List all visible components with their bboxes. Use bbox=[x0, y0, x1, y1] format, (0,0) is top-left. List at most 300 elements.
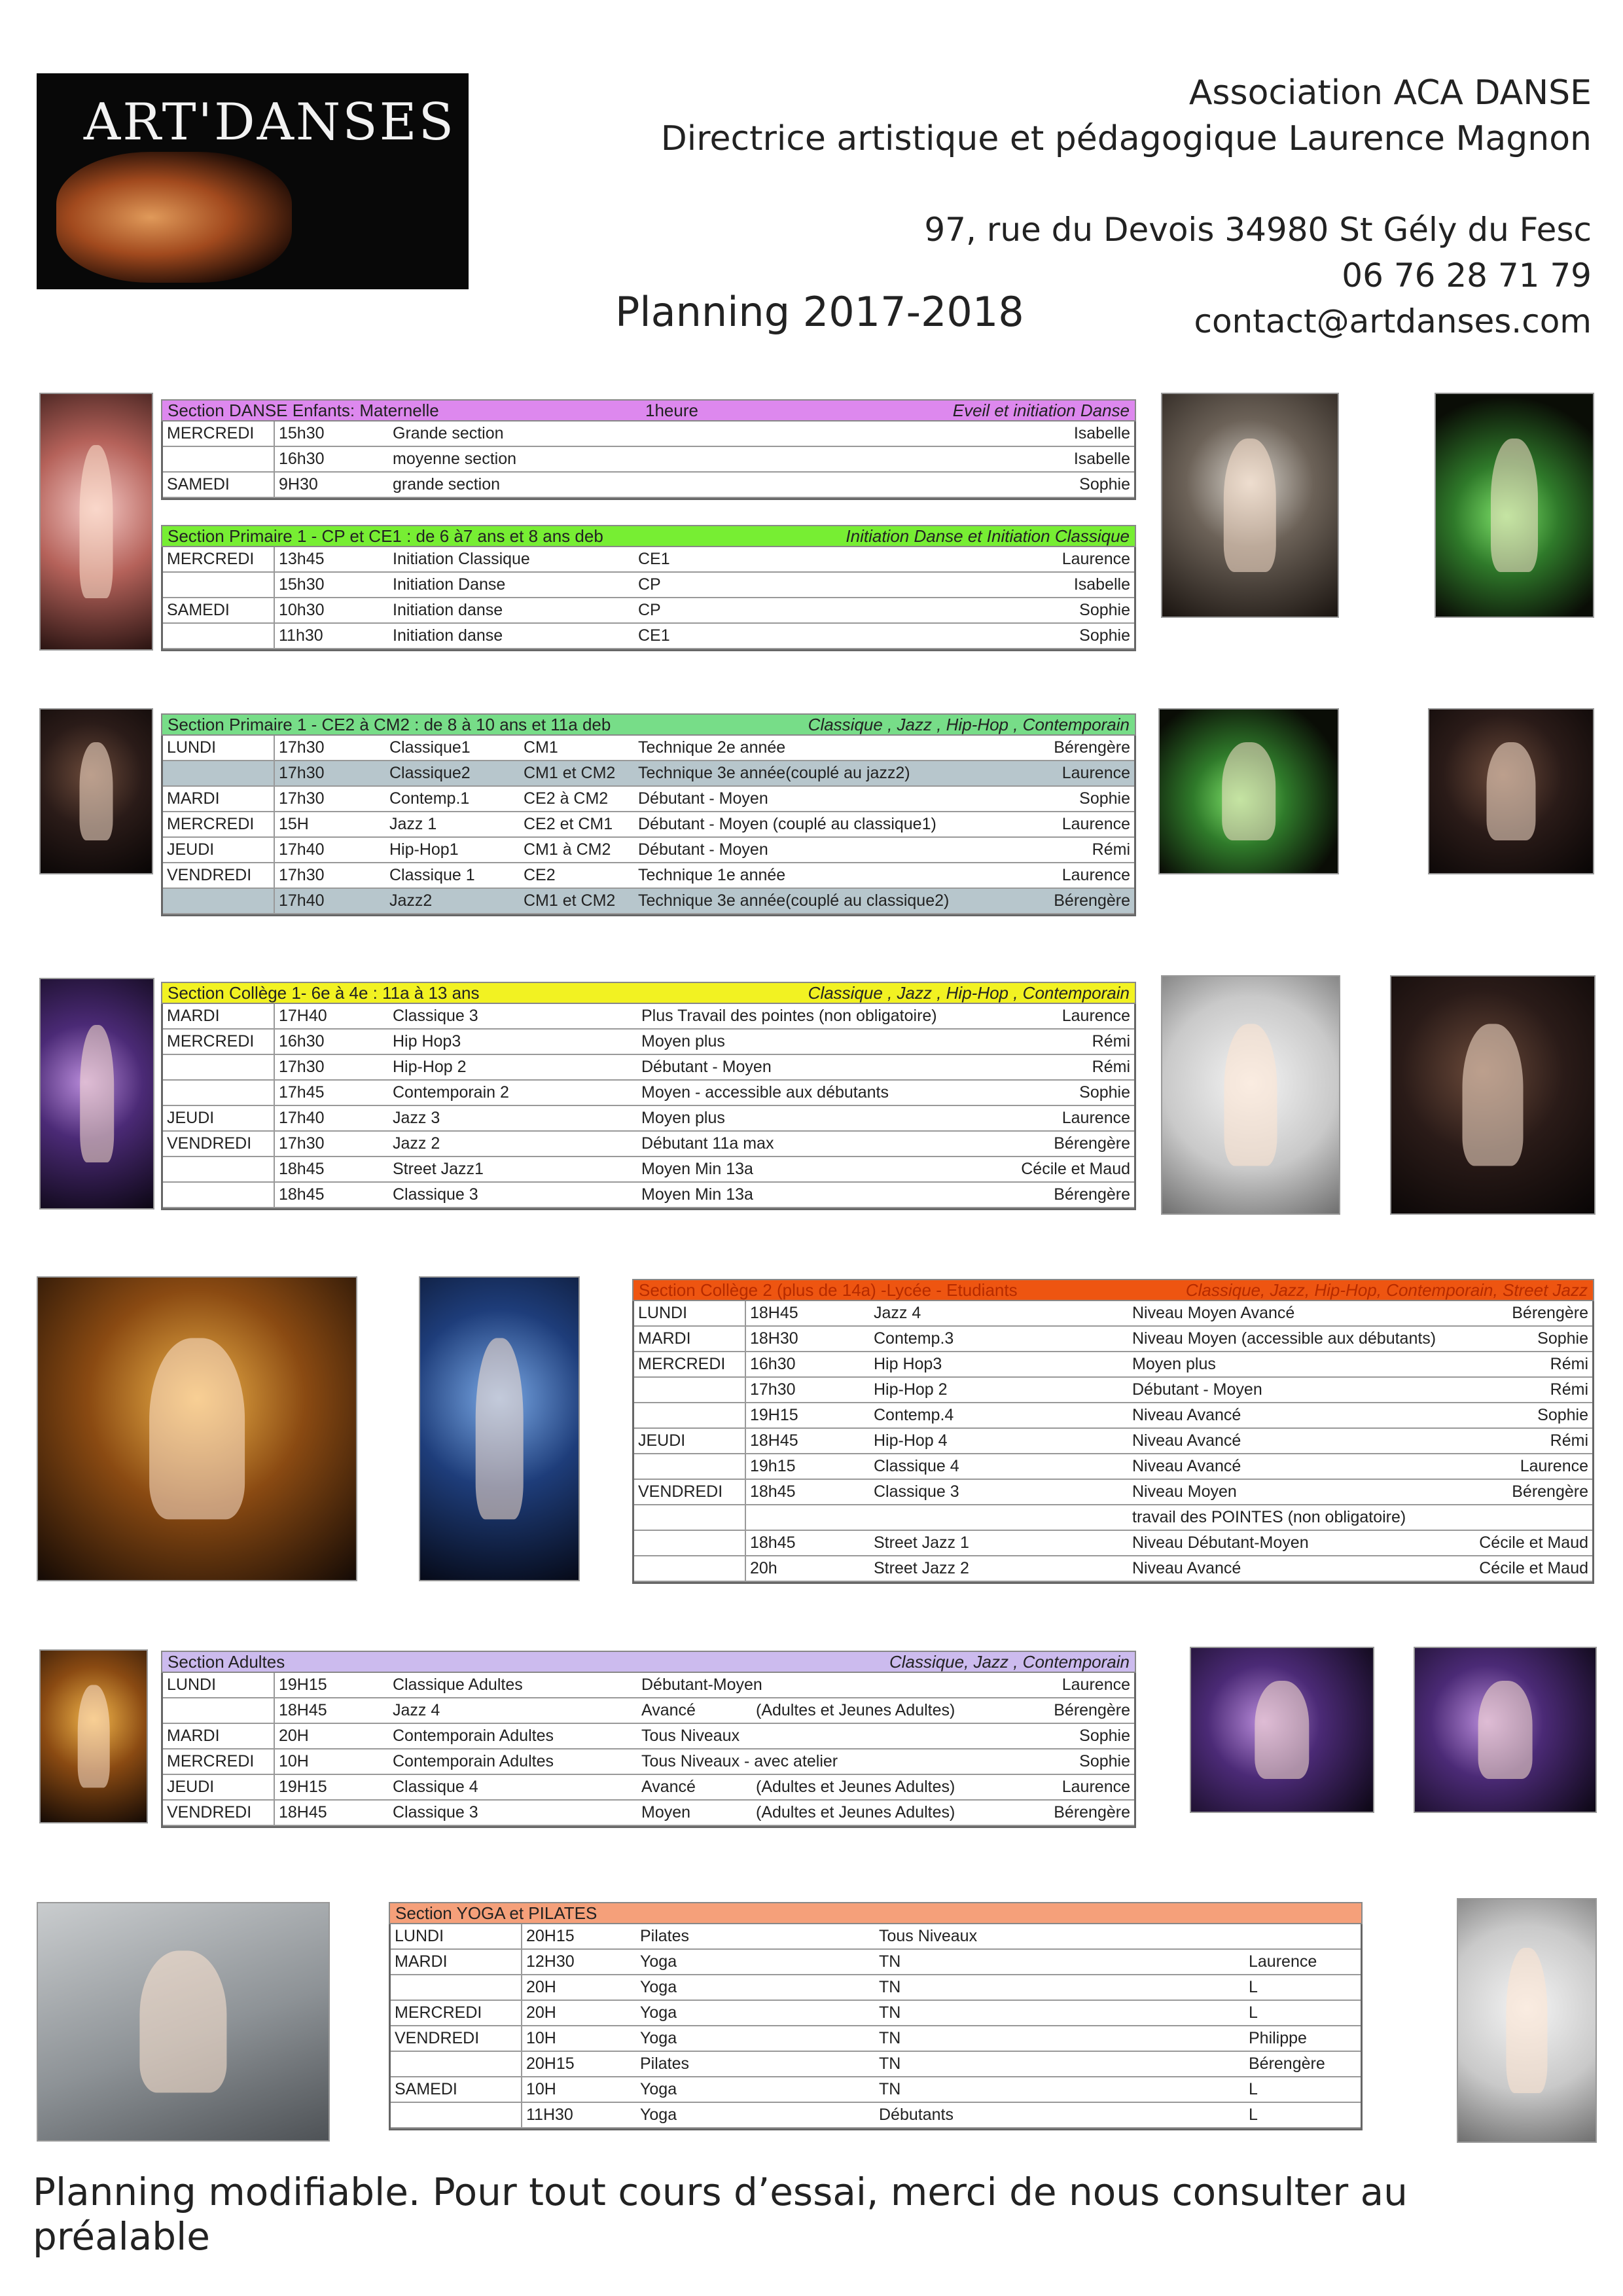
table-cell: 17h40 bbox=[274, 1105, 389, 1131]
day-cell bbox=[163, 446, 274, 472]
table-row bbox=[163, 1004, 1134, 1029]
day-cell: MERCREDI bbox=[634, 1352, 745, 1377]
table-cell: travail des POINTES (non obligatoire) bbox=[1128, 1505, 1455, 1530]
table-cell: Niveau Avancé bbox=[1128, 1428, 1455, 1454]
section-title: Section Primaire 1 - CE2 à CM2 : de 8 à 10 ans et 11a deb bbox=[168, 714, 611, 734]
table-row bbox=[163, 736, 1134, 761]
table-cell: Tous Niveaux bbox=[637, 1723, 752, 1749]
table-row bbox=[634, 1454, 1592, 1479]
day-cell bbox=[163, 1054, 274, 1080]
table-cell: Niveau Moyen bbox=[1128, 1479, 1455, 1505]
day-cell: VENDREDI bbox=[163, 863, 274, 888]
table-cell: Initiation danse bbox=[389, 623, 634, 649]
day-cell: VENDREDI bbox=[163, 1131, 274, 1157]
table-cell: CE2 bbox=[520, 863, 634, 888]
photo-green-tutus bbox=[1158, 708, 1339, 874]
table-cell: Sophie bbox=[1020, 1749, 1134, 1774]
table-cell: Débutant - Moyen bbox=[634, 786, 1001, 812]
table-cell: Rémi bbox=[1004, 1029, 1134, 1054]
table-cell: 12H30 bbox=[522, 1949, 636, 1975]
table-cell: Street Jazz1 bbox=[389, 1157, 637, 1182]
table-cell: 15h30 bbox=[274, 572, 389, 598]
table-row bbox=[634, 1479, 1592, 1505]
table-row bbox=[634, 1326, 1592, 1352]
planning-title: Planning 2017-2018 bbox=[615, 288, 1024, 336]
day-cell: MARDI bbox=[163, 1004, 274, 1029]
table-cell: 18H45 bbox=[274, 1698, 389, 1723]
table-cell: 20H bbox=[522, 1975, 636, 2000]
table-cell: TN bbox=[875, 2051, 1245, 2077]
table-cell: Jazz 3 bbox=[389, 1105, 637, 1131]
table-row bbox=[634, 1530, 1592, 1556]
schedule-table bbox=[163, 736, 1134, 914]
table-cell: Grande section bbox=[389, 422, 634, 446]
table-cell: Avancé bbox=[637, 1698, 752, 1723]
table-cell: 16h30 bbox=[745, 1352, 870, 1377]
day-cell bbox=[391, 2051, 522, 2077]
table-cell: 10H bbox=[522, 2077, 636, 2102]
table-cell: Classique Adultes bbox=[389, 1673, 637, 1698]
table-cell: Bérengère bbox=[1001, 736, 1134, 761]
schedule-table bbox=[163, 1673, 1134, 1826]
day-cell bbox=[163, 623, 274, 649]
day-cell: SAMEDI bbox=[391, 2077, 522, 2102]
day-cell: LUNDI bbox=[163, 1673, 274, 1698]
table-cell: 15H bbox=[274, 812, 385, 837]
table-row bbox=[163, 888, 1134, 914]
table-row bbox=[634, 1556, 1592, 1581]
day-cell bbox=[163, 761, 274, 786]
table-row bbox=[163, 1673, 1134, 1698]
table-row bbox=[163, 1182, 1134, 1208]
table-cell: Débutant-Moyen bbox=[637, 1673, 752, 1698]
table-row bbox=[163, 837, 1134, 863]
schedule-table bbox=[163, 547, 1134, 649]
table-cell bbox=[1245, 1924, 1361, 1949]
section-primaire-2 bbox=[161, 713, 1136, 916]
table-cell bbox=[634, 422, 870, 446]
table-cell: 18H45 bbox=[274, 1800, 389, 1825]
table-row bbox=[634, 1505, 1592, 1530]
table-cell: Débutant - Moyen bbox=[637, 1054, 1004, 1080]
table-cell: Plus Travail des pointes (non obligatoire) bbox=[637, 1004, 1004, 1029]
table-cell: Laurence bbox=[1001, 863, 1134, 888]
table-cell: Contemp.1 bbox=[385, 786, 520, 812]
table-cell: Hip-Hop 2 bbox=[870, 1377, 1128, 1403]
table-row bbox=[163, 1774, 1134, 1800]
table-cell: 17h30 bbox=[745, 1377, 870, 1403]
table-cell: Classique 3 bbox=[389, 1182, 637, 1208]
table-cell: Technique 3e année(couplé au classique2) bbox=[634, 888, 1001, 914]
table-cell: Niveau Avancé bbox=[1128, 1454, 1455, 1479]
table-cell: 17H40 bbox=[274, 1004, 389, 1029]
table-row bbox=[391, 2026, 1361, 2051]
table-cell: Moyen plus bbox=[637, 1105, 1004, 1131]
section-style: Classique, Jazz, Hip-Hop, Contemporain, Street Jazz bbox=[1185, 1280, 1588, 1300]
table-cell bbox=[752, 1723, 1020, 1749]
table-cell: Laurence bbox=[1004, 1105, 1134, 1131]
table-cell: Niveau Avancé bbox=[1128, 1403, 1455, 1428]
day-cell bbox=[163, 1698, 274, 1723]
table-cell: Classique1 bbox=[385, 736, 520, 761]
table-cell: Bérengère bbox=[1020, 1698, 1134, 1723]
table-cell: Classique 4 bbox=[870, 1454, 1128, 1479]
table-cell: 20h bbox=[745, 1556, 870, 1581]
phone: 06 76 28 71 79 bbox=[1342, 257, 1592, 295]
table-cell: Débutant - Moyen bbox=[634, 837, 1001, 863]
day-cell bbox=[163, 1182, 274, 1208]
table-row bbox=[163, 1157, 1134, 1182]
day-cell: JEUDI bbox=[163, 1105, 274, 1131]
table-cell: Contemporain Adultes bbox=[389, 1723, 637, 1749]
table-cell: Classique 4 bbox=[389, 1774, 637, 1800]
table-cell: 20H bbox=[274, 1723, 389, 1749]
section-style: Eveil et initiation Danse bbox=[952, 400, 1130, 420]
table-cell: Jazz 4 bbox=[389, 1698, 637, 1723]
table-row bbox=[163, 446, 1134, 472]
table-cell: Sophie bbox=[870, 598, 1134, 623]
table-cell: Bérengère bbox=[1455, 1301, 1592, 1326]
table-cell: Classique 3 bbox=[870, 1479, 1128, 1505]
table-cell: Sophie bbox=[1455, 1326, 1592, 1352]
table-cell: L bbox=[1245, 2102, 1361, 2128]
table-cell: Initiation danse bbox=[389, 598, 634, 623]
table-cell: Bérengère bbox=[1001, 888, 1134, 914]
table-cell: 18H45 bbox=[745, 1301, 870, 1326]
table-row bbox=[163, 623, 1134, 649]
photo-yoga-man bbox=[37, 1902, 330, 2142]
table-cell: 10H bbox=[274, 1749, 389, 1774]
email: contact@artdanses.com bbox=[1194, 302, 1592, 340]
table-cell: moyenne section bbox=[389, 446, 634, 472]
section-maternelle bbox=[161, 399, 1136, 500]
photo-college-1 bbox=[39, 978, 154, 1210]
table-cell: Classique 1 bbox=[385, 863, 520, 888]
day-cell: MERCREDI bbox=[391, 2000, 522, 2026]
table-cell: Moyen bbox=[637, 1800, 752, 1825]
table-cell: Sophie bbox=[1020, 1723, 1134, 1749]
table-cell: Jazz 2 bbox=[389, 1131, 637, 1157]
table-cell: 15h30 bbox=[274, 422, 389, 446]
schedule-table bbox=[391, 1924, 1361, 2128]
table-cell: Laurence bbox=[1004, 1004, 1134, 1029]
table-cell: 18H45 bbox=[745, 1428, 870, 1454]
table-cell: L bbox=[1245, 1975, 1361, 2000]
table-cell: 17h30 bbox=[274, 1131, 389, 1157]
table-cell: TN bbox=[875, 2026, 1245, 2051]
table-row bbox=[163, 1800, 1134, 1825]
table-cell: Contemp.3 bbox=[870, 1326, 1128, 1352]
table-cell: Jazz2 bbox=[385, 888, 520, 914]
table-cell: Technique 2e année bbox=[634, 736, 1001, 761]
table-cell: Philippe bbox=[1245, 2026, 1361, 2051]
section-style: Classique , Jazz , Hip-Hop , Contemporain bbox=[808, 982, 1130, 1003]
day-cell bbox=[163, 888, 274, 914]
table-cell: Débutant - Moyen (couplé au classique1) bbox=[634, 812, 1001, 837]
day-cell: MERCREDI bbox=[163, 812, 274, 837]
day-cell: MARDI bbox=[391, 1949, 522, 1975]
table-cell: 16h30 bbox=[274, 1029, 389, 1054]
table-cell: Laurence bbox=[1001, 812, 1134, 837]
schedule-table bbox=[163, 422, 1134, 498]
day-cell: MERCREDI bbox=[163, 547, 274, 572]
table-row bbox=[163, 472, 1134, 497]
table-cell bbox=[1455, 1505, 1592, 1530]
section-duration: 1heure bbox=[645, 400, 698, 420]
photo-pink-ballerina bbox=[1161, 975, 1340, 1215]
table-cell: Bérengère bbox=[1455, 1479, 1592, 1505]
table-row bbox=[391, 2000, 1361, 2026]
table-row bbox=[163, 1698, 1134, 1723]
day-cell bbox=[634, 1530, 745, 1556]
table-cell: Niveau Moyen (accessible aux débutants) bbox=[1128, 1326, 1455, 1352]
day-cell: MERCREDI bbox=[163, 422, 274, 446]
day-cell: MARDI bbox=[634, 1326, 745, 1352]
schedule-table bbox=[163, 1004, 1134, 1208]
table-cell: Isabelle bbox=[870, 572, 1134, 598]
table-row bbox=[163, 863, 1134, 888]
day-cell bbox=[163, 1157, 274, 1182]
table-cell: 10H bbox=[522, 2026, 636, 2051]
day-cell bbox=[634, 1505, 745, 1530]
day-cell: MERCREDI bbox=[163, 1749, 274, 1774]
section-title: Section Adultes bbox=[168, 1651, 285, 1672]
schedule-table bbox=[634, 1301, 1592, 1582]
table-cell: L bbox=[1245, 2000, 1361, 2026]
day-cell: VENDREDI bbox=[634, 1479, 745, 1505]
logo-dancer-image bbox=[56, 152, 292, 283]
table-cell: Sophie bbox=[1004, 1080, 1134, 1105]
table-cell: Bérengère bbox=[1004, 1182, 1134, 1208]
table-cell: Niveau Moyen Avancé bbox=[1128, 1301, 1455, 1326]
table-cell: Laurence bbox=[870, 547, 1134, 572]
table-cell: Technique 3e année(couplé au jazz2) bbox=[634, 761, 1001, 786]
table-cell: Débutant 11a max bbox=[637, 1131, 1004, 1157]
table-row bbox=[391, 2077, 1361, 2102]
table-row bbox=[634, 1428, 1592, 1454]
table-cell bbox=[634, 472, 870, 497]
table-cell: Moyen - accessible aux débutants bbox=[637, 1080, 1004, 1105]
table-row bbox=[163, 1749, 1134, 1774]
table-cell: 17h30 bbox=[274, 761, 385, 786]
table-cell: grande section bbox=[389, 472, 634, 497]
photo-white-dancer bbox=[1428, 708, 1594, 874]
table-row bbox=[163, 572, 1134, 598]
day-cell bbox=[163, 572, 274, 598]
table-cell: Street Jazz 2 bbox=[870, 1556, 1128, 1581]
table-cell: Hip-Hop 4 bbox=[870, 1428, 1128, 1454]
logo bbox=[37, 73, 469, 289]
day-cell bbox=[391, 2102, 522, 2128]
day-cell: VENDREDI bbox=[391, 2026, 522, 2051]
section-title: Section Collège 1- 6e à 4e : 11a à 13 ans bbox=[168, 982, 480, 1003]
table-cell bbox=[870, 1505, 1128, 1530]
day-cell: JEUDI bbox=[634, 1428, 745, 1454]
day-cell: JEUDI bbox=[163, 837, 274, 863]
photo-college-2-duo bbox=[37, 1276, 357, 1581]
table-cell: 20H15 bbox=[522, 1924, 636, 1949]
day-cell: SAMEDI bbox=[163, 472, 274, 497]
day-cell: MARDI bbox=[163, 1723, 274, 1749]
photo-blue-dancer bbox=[1414, 1647, 1597, 1813]
table-cell: Sophie bbox=[1001, 786, 1134, 812]
table-cell: Rémi bbox=[1455, 1352, 1592, 1377]
table-cell: Tous Niveaux - avec atelier bbox=[637, 1749, 752, 1774]
logo-text: ART'DANSES bbox=[83, 93, 455, 152]
table-cell: TN bbox=[875, 1975, 1245, 2000]
table-cell: L bbox=[1245, 2077, 1361, 2102]
table-cell: Laurence bbox=[1001, 761, 1134, 786]
day-cell bbox=[391, 1975, 522, 2000]
table-cell: Street Jazz 1 bbox=[870, 1530, 1128, 1556]
section-title: Section DANSE Enfants: Maternelle bbox=[168, 400, 439, 420]
table-cell: Hip-Hop 2 bbox=[389, 1054, 637, 1080]
table-cell: 19H15 bbox=[274, 1673, 389, 1698]
photo-maternelle bbox=[39, 393, 153, 651]
table-cell: Yoga bbox=[636, 2102, 875, 2128]
section-primaire-1 bbox=[161, 525, 1136, 651]
table-cell: 18h45 bbox=[745, 1479, 870, 1505]
section-title: Section Primaire 1 - CP et CE1 : de 6 à7 ans et 8 ans deb bbox=[168, 526, 603, 546]
table-row bbox=[391, 1924, 1361, 1949]
section-college-2 bbox=[632, 1279, 1594, 1584]
table-cell: (Adultes et Jeunes Adultes) bbox=[752, 1774, 1020, 1800]
table-cell: 18h45 bbox=[745, 1530, 870, 1556]
table-cell: Classique2 bbox=[385, 761, 520, 786]
table-cell: Cécile et Maud bbox=[1004, 1157, 1134, 1182]
table-cell: 18H30 bbox=[745, 1326, 870, 1352]
day-cell: MERCREDI bbox=[163, 1029, 274, 1054]
table-cell: Cécile et Maud bbox=[1455, 1530, 1592, 1556]
table-cell: (Adultes et Jeunes Adultes) bbox=[752, 1698, 1020, 1723]
table-cell: Cécile et Maud bbox=[1455, 1556, 1592, 1581]
section-yoga-pilates bbox=[389, 1902, 1363, 2130]
table-row bbox=[391, 2051, 1361, 2077]
table-cell: CM1 bbox=[520, 736, 634, 761]
table-cell: 17h30 bbox=[274, 863, 385, 888]
day-cell: SAMEDI bbox=[163, 598, 274, 623]
table-cell: Sophie bbox=[870, 623, 1134, 649]
table-cell: Contemp.4 bbox=[870, 1403, 1128, 1428]
table-cell: Sophie bbox=[870, 472, 1134, 497]
table-cell: Moyen Min 13a bbox=[637, 1157, 1004, 1182]
table-cell: 19h15 bbox=[745, 1454, 870, 1479]
table-cell: Pilates bbox=[636, 2051, 875, 2077]
table-cell: Tous Niveaux bbox=[875, 1924, 1245, 1949]
table-cell: Pilates bbox=[636, 1924, 875, 1949]
table-cell: Bérengère bbox=[1020, 1800, 1134, 1825]
table-cell: Moyen plus bbox=[1128, 1352, 1455, 1377]
table-cell: 17h30 bbox=[274, 736, 385, 761]
table-row bbox=[163, 547, 1134, 572]
table-cell: Rémi bbox=[1455, 1377, 1592, 1403]
day-cell: LUNDI bbox=[634, 1301, 745, 1326]
table-row bbox=[163, 598, 1134, 623]
table-cell: Hip Hop3 bbox=[870, 1352, 1128, 1377]
table-cell: Laurence bbox=[1455, 1454, 1592, 1479]
day-cell: MARDI bbox=[163, 786, 274, 812]
table-cell: 17h40 bbox=[274, 837, 385, 863]
table-cell: 20H15 bbox=[522, 2051, 636, 2077]
table-cell: 11H30 bbox=[522, 2102, 636, 2128]
section-style: Classique , Jazz , Hip-Hop , Contemporain bbox=[808, 714, 1130, 734]
day-cell bbox=[634, 1454, 745, 1479]
table-cell: CE1 bbox=[634, 547, 870, 572]
table-cell: Technique 1e année bbox=[634, 863, 1001, 888]
table-cell: TN bbox=[875, 2000, 1245, 2026]
table-cell: CE2 à CM2 bbox=[520, 786, 634, 812]
day-cell: JEUDI bbox=[163, 1774, 274, 1800]
table-cell: Hip-Hop1 bbox=[385, 837, 520, 863]
table-row bbox=[163, 1131, 1134, 1157]
table-row bbox=[391, 1975, 1361, 2000]
photo-purple-group bbox=[1190, 1647, 1374, 1813]
table-cell: Contemporain 2 bbox=[389, 1080, 637, 1105]
table-cell bbox=[752, 1673, 1020, 1698]
table-row bbox=[163, 1080, 1134, 1105]
table-cell: Bérengère bbox=[1004, 1131, 1134, 1157]
table-cell: 18h45 bbox=[274, 1182, 389, 1208]
table-cell: Rémi bbox=[1455, 1428, 1592, 1454]
photo-green-dancer bbox=[1435, 393, 1594, 618]
photo-red-dress-dancer bbox=[419, 1276, 580, 1581]
table-cell: CM1 à CM2 bbox=[520, 837, 634, 863]
table-cell: Yoga bbox=[636, 2026, 875, 2051]
photo-pilates-woman bbox=[1457, 1898, 1597, 2143]
photo-ballet-girl bbox=[1161, 393, 1339, 618]
table-cell: 11h30 bbox=[274, 623, 389, 649]
table-row bbox=[391, 2102, 1361, 2128]
day-cell bbox=[163, 1080, 274, 1105]
table-cell: CP bbox=[634, 598, 870, 623]
table-row bbox=[163, 1054, 1134, 1080]
table-cell: 9H30 bbox=[274, 472, 389, 497]
table-cell: (Adultes et Jeunes Adultes) bbox=[752, 1800, 1020, 1825]
table-cell: Initiation Danse bbox=[389, 572, 634, 598]
day-cell: LUNDI bbox=[163, 736, 274, 761]
table-cell: CE2 et CM1 bbox=[520, 812, 634, 837]
table-cell: Yoga bbox=[636, 2077, 875, 2102]
table-cell: 18h45 bbox=[274, 1157, 389, 1182]
table-cell: Moyen Min 13a bbox=[637, 1182, 1004, 1208]
table-cell: CM1 et CM2 bbox=[520, 888, 634, 914]
table-cell bbox=[745, 1505, 870, 1530]
table-cell: 19H15 bbox=[745, 1403, 870, 1428]
section-title: Section YOGA et PILATES bbox=[395, 1903, 597, 1923]
table-row bbox=[634, 1377, 1592, 1403]
table-cell: Contemporain Adultes bbox=[389, 1749, 637, 1774]
table-cell: Isabelle bbox=[870, 446, 1134, 472]
director-line: Directrice artistique et pédagogique Laurence Magnon bbox=[660, 119, 1592, 158]
table-cell: TN bbox=[875, 2077, 1245, 2102]
table-cell: CE1 bbox=[634, 623, 870, 649]
table-cell: Laurence bbox=[1020, 1774, 1134, 1800]
table-cell: Avancé bbox=[637, 1774, 752, 1800]
table-row bbox=[634, 1403, 1592, 1428]
table-row bbox=[391, 1949, 1361, 1975]
table-row bbox=[163, 1105, 1134, 1131]
table-cell: Classique 3 bbox=[389, 1800, 637, 1825]
table-cell: 13h45 bbox=[274, 547, 389, 572]
table-cell: Niveau Avancé bbox=[1128, 1556, 1455, 1581]
footer-note: Planning modifiable. Pour tout cours d’essai, merci de nous consulter au préalable bbox=[33, 2170, 1408, 2259]
table-row bbox=[634, 1301, 1592, 1326]
day-cell: VENDREDI bbox=[163, 1800, 274, 1825]
table-cell: Classique 3 bbox=[389, 1004, 637, 1029]
table-row bbox=[163, 422, 1134, 446]
table-cell bbox=[634, 446, 870, 472]
section-title: Section Collège 2 (plus de 14a) -Lycée - Etudiants bbox=[639, 1280, 1018, 1300]
